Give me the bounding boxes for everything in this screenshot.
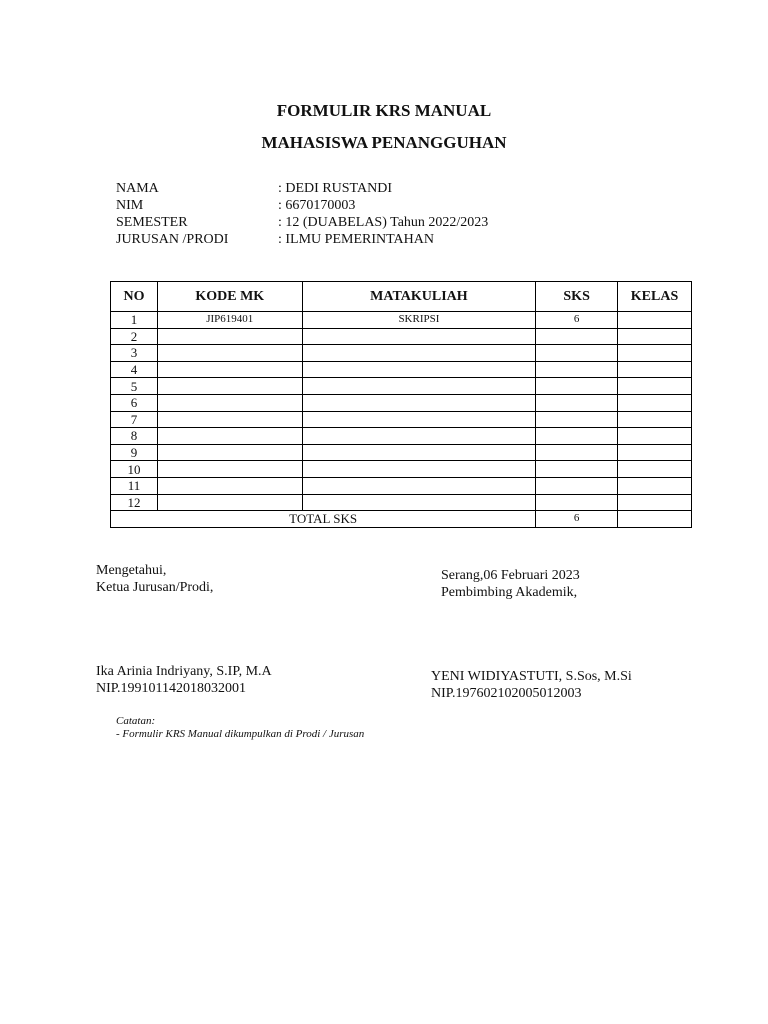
cell-matakuliah xyxy=(302,378,536,395)
acknowledgement-label: Mengetahui, xyxy=(96,563,167,578)
info-row-jurusan xyxy=(116,231,488,248)
document-title: FORMULIR KRS MANUAL xyxy=(276,101,492,120)
cell-no: 8 xyxy=(111,428,158,445)
cell-sks xyxy=(536,411,618,428)
cell-matakuliah: SKRIPSI xyxy=(302,312,536,329)
cell-kelas xyxy=(618,428,692,445)
cell-kelas xyxy=(618,444,692,461)
table-row xyxy=(111,394,692,411)
cell-kode-mk xyxy=(157,461,302,478)
cell-kelas xyxy=(618,378,692,395)
cell-kode-mk xyxy=(157,361,302,378)
cell-kode-mk xyxy=(157,345,302,362)
cell-no: 6 xyxy=(111,394,158,411)
table-row xyxy=(111,428,692,445)
cell-kode-mk xyxy=(157,394,302,411)
cell-kode-mk xyxy=(157,444,302,461)
cell-kelas xyxy=(618,328,692,345)
cell-no: 1 xyxy=(111,312,158,329)
info-label: JURUSAN /PRODI xyxy=(116,232,229,247)
header-no: NO xyxy=(111,282,158,312)
table-row xyxy=(111,312,692,329)
table-row xyxy=(111,461,692,478)
cell-no: 9 xyxy=(111,444,158,461)
cell-no: 3 xyxy=(111,345,158,362)
cell-kelas xyxy=(618,394,692,411)
student-info xyxy=(116,180,488,248)
head-of-department-nip: NIP.199101142018032001 xyxy=(96,681,246,696)
header-sks: SKS xyxy=(536,282,618,312)
cell-matakuliah xyxy=(302,411,536,428)
total-kelas-value xyxy=(618,511,692,528)
cell-kode-mk: JIP619401 xyxy=(157,312,302,329)
cell-sks xyxy=(536,361,618,378)
note-text: - Formulir KRS Manual dikumpulkan di Prodi / Jurusan xyxy=(116,728,365,740)
cell-matakuliah xyxy=(302,444,536,461)
cell-sks xyxy=(536,378,618,395)
cell-matakuliah xyxy=(302,345,536,362)
table-row xyxy=(111,378,692,395)
cell-sks xyxy=(536,328,618,345)
cell-kelas xyxy=(618,477,692,494)
advisor-role: Pembimbing Akademik, xyxy=(441,585,578,600)
cell-sks xyxy=(536,461,618,478)
header-kelas: KELAS xyxy=(618,282,692,312)
cell-no: 4 xyxy=(111,361,158,378)
table-row xyxy=(111,345,692,362)
krs-table xyxy=(110,281,692,528)
cell-kelas xyxy=(618,494,692,511)
cell-matakuliah xyxy=(302,461,536,478)
total-sks-value: 6 xyxy=(536,511,618,528)
place-date: Serang,06 Februari 2023 xyxy=(441,568,580,583)
table-row xyxy=(111,444,692,461)
cell-kode-mk xyxy=(157,428,302,445)
cell-no: 7 xyxy=(111,411,158,428)
cell-kode-mk xyxy=(157,328,302,345)
info-row-nama xyxy=(116,180,488,197)
cell-no: 11 xyxy=(111,477,158,494)
total-label: TOTAL SKS xyxy=(111,511,536,528)
right-signatory xyxy=(431,668,632,702)
cell-matakuliah xyxy=(302,477,536,494)
cell-kelas xyxy=(618,361,692,378)
info-label: SEMESTER xyxy=(116,215,188,230)
cell-kelas xyxy=(618,345,692,362)
header-matakuliah: MATAKULIAH xyxy=(302,282,536,312)
cell-matakuliah xyxy=(302,328,536,345)
cell-sks: 6 xyxy=(536,312,618,329)
advisor-nip: NIP.197602102005012003 xyxy=(431,686,582,701)
cell-sks xyxy=(536,477,618,494)
cell-kelas xyxy=(618,411,692,428)
info-row-semester xyxy=(116,214,488,231)
cell-kode-mk xyxy=(157,378,302,395)
cell-matakuliah xyxy=(302,494,536,511)
info-value: : DEDI RUSTANDI xyxy=(278,181,392,196)
info-value: : 6670170003 xyxy=(278,198,356,213)
note-heading: Catatan: xyxy=(116,715,156,727)
cell-matakuliah xyxy=(302,361,536,378)
cell-sks xyxy=(536,345,618,362)
total-row xyxy=(111,511,692,528)
info-value: : 12 (DUABELAS) Tahun 2022/2023 xyxy=(278,215,489,230)
cell-kode-mk xyxy=(157,494,302,511)
head-of-department-label: Ketua Jurusan/Prodi, xyxy=(96,580,214,595)
cell-matakuliah xyxy=(302,394,536,411)
cell-sks xyxy=(536,428,618,445)
cell-no: 2 xyxy=(111,328,158,345)
table-header-row xyxy=(111,282,692,312)
info-label: NIM xyxy=(116,198,144,213)
info-label: NAMA xyxy=(116,181,159,196)
cell-sks xyxy=(536,394,618,411)
left-signature-block xyxy=(96,562,213,596)
head-of-department-name: Ika Arinia Indriyany, S.IP, M.A xyxy=(96,664,272,679)
cell-no: 10 xyxy=(111,461,158,478)
cell-sks xyxy=(536,444,618,461)
note-block xyxy=(116,715,364,741)
cell-kode-mk xyxy=(157,411,302,428)
right-signature-block xyxy=(441,567,580,601)
document-subtitle: MAHASISWA PENANGGUHAN xyxy=(261,133,507,152)
table-row xyxy=(111,328,692,345)
table-row xyxy=(111,477,692,494)
header-kode-mk: KODE MK xyxy=(157,282,302,312)
cell-sks xyxy=(536,494,618,511)
cell-kode-mk xyxy=(157,477,302,494)
table-body xyxy=(111,312,692,511)
table-row xyxy=(111,494,692,511)
info-value: : ILMU PEMERINTAHAN xyxy=(278,232,434,247)
table-row xyxy=(111,411,692,428)
advisor-name: YENI WIDIYASTUTI, S.Sos, M.Si xyxy=(431,669,632,684)
table-row xyxy=(111,361,692,378)
cell-kelas xyxy=(618,312,692,329)
left-signatory xyxy=(96,663,272,697)
cell-matakuliah xyxy=(302,428,536,445)
cell-kelas xyxy=(618,461,692,478)
cell-no: 12 xyxy=(111,494,158,511)
cell-no: 5 xyxy=(111,378,158,395)
info-row-nim xyxy=(116,197,488,214)
